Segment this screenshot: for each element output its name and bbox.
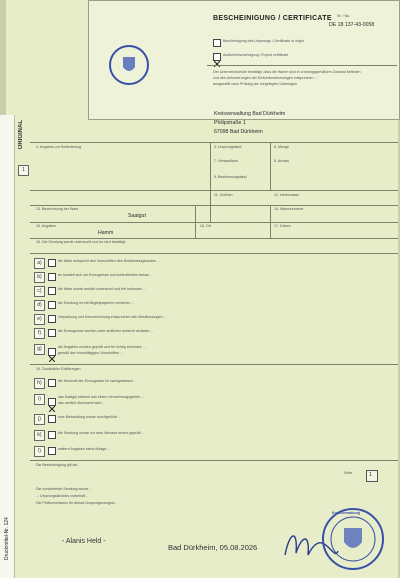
row-checkbox[interactable] xyxy=(48,273,56,281)
row-number: k) xyxy=(34,430,45,441)
original-label: ORIGINAL xyxy=(18,120,24,150)
certificate-title: BESCHEINIGUNG / CERTIFICATE xyxy=(213,15,332,22)
row-checkbox[interactable] xyxy=(48,301,56,309)
row-number: h) xyxy=(34,378,45,389)
page-count-label: Seite xyxy=(344,471,353,475)
check-mark-icon xyxy=(49,406,55,412)
signer-name: - Alanis Held - xyxy=(62,538,106,545)
row-number: a) xyxy=(34,258,45,269)
row-text: es handelt sich um Erzeugnisse aus kontrolliertem Anbau ... xyxy=(58,273,154,277)
closing-line-1: Die vorstehende Sendung wurde ... xyxy=(36,487,93,491)
row-checkbox[interactable] xyxy=(48,431,56,439)
row-checkbox[interactable] xyxy=(48,287,56,295)
address-line-3: 67098 Bad Dürkheim xyxy=(214,129,263,135)
row-checkbox-checked[interactable] xyxy=(48,398,56,406)
checklist-intro: 18. Die Sendung wurde untersucht und es wird bestätigt: xyxy=(36,240,127,244)
origin-checkbox-label: Bescheinigung des Ursprungs / Certificate of origin xyxy=(223,39,304,43)
coat-of-arms-icon xyxy=(111,47,147,83)
row-text: das Saatgut stammt aus einem Vermehrungsgebiet ... xyxy=(58,395,144,399)
field-4-label: 4. Angaben zur Beförderung xyxy=(36,145,81,149)
closing-line-3: Die Prüfkommission für dieses Ursprungszeugnis... xyxy=(36,501,118,505)
row-checkbox-checked[interactable] xyxy=(48,348,56,356)
row-number: e) xyxy=(34,314,45,325)
closing-line-2: ... Ursprungslanddes vorbehalt... xyxy=(36,494,88,498)
header-paragraph-line: Der Unterzeichnende bestätigt, dass die Waren sich in ordnungsgemäßem Zustand befinden xyxy=(213,70,361,74)
field-13-value: Saatgut xyxy=(128,213,146,219)
origin-checkbox[interactable] xyxy=(213,39,221,47)
row-text: weitere Angaben siehe Anlage ... xyxy=(58,447,111,451)
address-line-2: Philipstraße 1 xyxy=(214,120,246,126)
row-number: f) xyxy=(34,328,45,339)
row-text: die Erzeugnisse wurden unter amtlicher Aufsicht verladen ... xyxy=(58,329,154,333)
official-stamp-top xyxy=(109,45,149,85)
row-number: l) xyxy=(34,446,45,457)
underlying-sheet-edge xyxy=(0,115,15,578)
final-statement-label: Die Bescheinigung gilt als … xyxy=(36,463,82,467)
check-mark-icon xyxy=(49,356,55,362)
row-text: die Angaben wurden geprüft und für richtig befunden ... xyxy=(58,345,146,349)
row-number: g) xyxy=(34,344,45,355)
certificate-number: DE 18 137-43-0058 xyxy=(329,22,375,28)
header-paragraph-line: ausgestellt nach Prüfung der vorgelegten Unterlagen xyxy=(213,82,298,86)
field-16-value: Hamm xyxy=(98,230,114,236)
field-9-label: 9. Bestimmungsland xyxy=(214,175,247,179)
page-count-box: 1 xyxy=(366,470,378,482)
place-date: Bad Dürkheim, 05.08.2026 xyxy=(168,543,258,552)
field-13-label: 13. Bezeichnung der Ware xyxy=(36,207,79,211)
field-11-label: 11. Zeichen xyxy=(214,193,233,197)
row-text: Verpackung und Kennzeichnung entsprechen den Bestimmungen ... xyxy=(58,315,167,319)
field-6-label: 6. Menge xyxy=(274,145,289,149)
export-checkbox[interactable] xyxy=(213,53,221,61)
row-text: die Ware entspricht den Vorschriften des Bestimmungslandes ... xyxy=(58,259,160,263)
row-checkbox[interactable] xyxy=(48,447,56,455)
official-stamp-bottom xyxy=(322,508,384,570)
row-text: die Ware wurde amtlich untersucht und frei befunden ... xyxy=(58,287,147,291)
field-7-label: 7. Versandland xyxy=(214,159,238,163)
export-checkbox-label: Ausfuhrbescheinigung / Export certificate xyxy=(223,53,289,57)
field-5-label: 5. Ursprungsland xyxy=(214,145,242,149)
field-12-label: 12. Nettomasse xyxy=(274,193,300,197)
address-line-1: Kreisverwaltung Bad Dürkheim xyxy=(214,111,286,117)
row-checkbox[interactable] xyxy=(48,315,56,323)
row-text: die Herkunft der Erzeugnisse ist nachgewiesen ... xyxy=(58,379,137,383)
row-checkbox[interactable] xyxy=(48,379,56,387)
vertical-print-number: Druckmittel-Nr. 124 xyxy=(4,517,10,560)
number-label: Nr. / No. xyxy=(337,14,351,18)
field-8-label: 8. Anzahl xyxy=(274,159,289,163)
field-16-label: 16. Ort xyxy=(200,224,211,228)
coat-of-arms-icon xyxy=(324,510,382,568)
header-block xyxy=(88,0,400,120)
row-text: die Sendung wurde vor dem Versand erneut geprüft ... xyxy=(58,431,145,435)
row-number: j) xyxy=(34,414,45,425)
header-paragraph-line: und den Anforderungen der Einfuhrbestimmungen entsprechen ... xyxy=(213,76,318,80)
field-14-label: 14. Warennummer xyxy=(274,207,304,211)
row-checkbox[interactable] xyxy=(48,415,56,423)
field-17-label: 17. Datum xyxy=(274,224,291,228)
row-text: die Sendung ist mit Begleitpapieren versehen ... xyxy=(58,301,135,305)
section-label: 19. Zusätzliche Erklärungen xyxy=(36,367,81,371)
stamp-text: Kreisverwaltung xyxy=(332,511,360,515)
row-checkbox[interactable] xyxy=(48,329,56,337)
row-text: eine Behandlung wurde durchgeführt ... xyxy=(58,415,121,419)
row-number: c) xyxy=(34,286,45,297)
copy-number-box: 1 xyxy=(18,165,29,176)
row-number: i) xyxy=(34,394,45,405)
check-mark-icon xyxy=(214,61,220,67)
row-text: das amtlich überwacht wird ... xyxy=(58,401,106,405)
row-text: gemäß den einschlägigen Vorschriften ... xyxy=(58,351,124,355)
field-15-label: 15. Angaben xyxy=(36,224,57,228)
row-checkbox[interactable] xyxy=(48,259,56,267)
row-number: d) xyxy=(34,300,45,311)
row-number: b) xyxy=(34,272,45,283)
